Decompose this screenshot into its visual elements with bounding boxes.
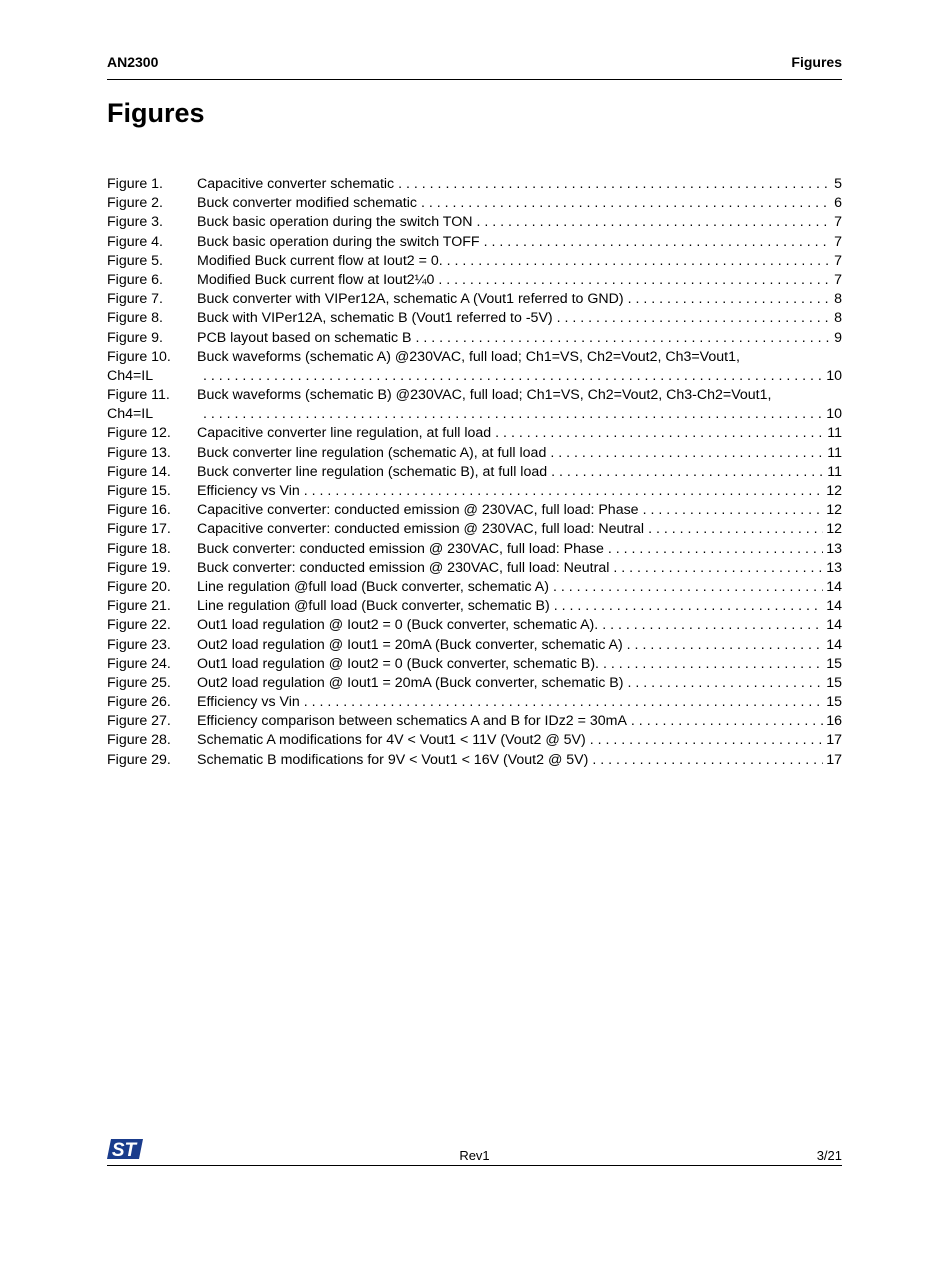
figure-number: Figure 7. (107, 291, 163, 308)
figure-number: Figure 29. (107, 751, 171, 768)
figure-page: 5 (834, 176, 842, 192)
figure-number: Figure 10. (107, 348, 171, 365)
figure-number: Figure 24. (107, 655, 171, 672)
figure-number: Figure 8. (107, 310, 163, 327)
figure-caption: Buck converter modified schematic (197, 194, 421, 213)
figure-entry[interactable] (107, 424, 842, 443)
figure-page: 15 (826, 655, 842, 672)
figure-number: Figure 9. (107, 329, 163, 346)
figure-page: 11 (827, 425, 842, 442)
leader-dots (590, 731, 823, 750)
figure-caption: PCB layout based on schematic B (197, 329, 416, 348)
figure-entry[interactable] (107, 731, 842, 750)
doc-id: AN2300 (107, 54, 159, 70)
leader-dots (203, 367, 823, 386)
figure-number: Figure 20. (107, 578, 171, 595)
figure-caption: Schematic A modifications for 4V < Vout1 < 11V (Vout2 @ 5V) (197, 731, 590, 750)
figure-page: 17 (826, 751, 842, 768)
leader-dots (602, 616, 823, 635)
figure-caption: Out1 load regulation @ Iout2 = 0 (Buck converter, schematic A). (197, 616, 602, 635)
leader-dots (553, 578, 823, 597)
figure-number: Figure 16. (107, 502, 171, 519)
figure-page: 15 (826, 674, 842, 691)
figure-caption: Buck converter line regulation (schematic A), at full load (197, 444, 550, 463)
figure-number: Figure 6. (107, 271, 163, 288)
figure-number: Figure 3. (107, 214, 163, 231)
figure-entry[interactable] (107, 597, 842, 616)
figure-caption: Buck converter: conducted emission @ 230VAC, full load: Neutral (197, 559, 613, 578)
figure-entry[interactable] (107, 751, 842, 770)
leader-dots (304, 693, 823, 712)
figure-entry[interactable] (107, 213, 842, 232)
figure-number: Figure 22. (107, 617, 171, 634)
figure-number: Figure 12. (107, 425, 171, 442)
figure-page: 8 (834, 291, 842, 308)
figure-number: Figure 25. (107, 674, 171, 691)
figure-caption: Efficiency comparison between schematics A and B for IDz2 = 30mA (197, 712, 631, 731)
figure-entry[interactable] (107, 616, 842, 635)
figure-caption: Buck converter line regulation (schematic B), at full load (197, 463, 551, 482)
figure-caption: Buck with VIPer12A, schematic B (Vout1 referred to -5V) (197, 309, 557, 328)
figure-entry[interactable] (107, 693, 842, 712)
figure-number: Figure 26. (107, 694, 171, 711)
figure-page: 14 (826, 617, 842, 634)
figure-entry[interactable] (107, 252, 842, 271)
figure-caption: Capacitive converter schematic (197, 175, 398, 194)
figure-entry[interactable] (107, 386, 842, 424)
figure-number: Figure 11. (107, 387, 170, 404)
page-header (107, 54, 842, 74)
figure-page: 15 (826, 694, 842, 711)
figure-entry[interactable] (107, 233, 842, 252)
leader-dots (557, 309, 831, 328)
figure-page: 13 (826, 559, 842, 576)
figure-entry[interactable] (107, 578, 842, 597)
figure-number: Figure 15. (107, 483, 171, 499)
leader-dots (608, 540, 823, 559)
page-footer (107, 1140, 842, 1165)
figure-entry[interactable] (107, 712, 842, 731)
figure-page: 8 (834, 310, 842, 327)
figure-number: Figure 4. (107, 233, 163, 250)
figure-caption: Efficiency vs Vin (197, 482, 304, 501)
leader-dots (592, 751, 823, 770)
figure-caption: Buck waveforms (schematic B) @230VAC, full load; Ch1=VS, Ch2=Vout2, Ch3-Ch2=Vout1, (197, 386, 775, 405)
figure-number: Figure 17. (107, 521, 171, 538)
figure-page: 12 (826, 502, 842, 519)
leader-dots (477, 213, 832, 232)
leader-dots (554, 597, 824, 616)
figure-caption: Out2 load regulation @ Iout1 = 20mA (Buck converter, schematic B) (197, 674, 627, 693)
figure-number: Figure 23. (107, 636, 171, 653)
leader-dots (643, 501, 824, 520)
figure-number: Figure 1. (107, 176, 163, 192)
figure-entry[interactable] (107, 444, 842, 463)
figure-entry[interactable] (107, 636, 842, 655)
figure-entry[interactable] (107, 194, 842, 213)
leader-dots (627, 636, 824, 655)
figure-caption: Buck basic operation during the switch TON (197, 213, 477, 232)
leader-dots (551, 463, 824, 482)
figure-entry[interactable] (107, 559, 842, 578)
figure-caption: Modified Buck current flow at Iout2¼0 (197, 271, 438, 290)
revision-label: Rev1 (459, 1148, 490, 1163)
figure-number: Figure 27. (107, 713, 171, 730)
figure-page: 11 (827, 463, 842, 480)
figure-caption: Buck converter with VIPer12A, schematic A (Vout1 referred to GND) (197, 290, 628, 309)
figure-entry[interactable] (107, 348, 842, 386)
figure-caption: Capacitive converter: conducted emission @ 230VAC, full load: Phase (197, 501, 643, 520)
figure-number: Figure 21. (107, 598, 171, 615)
leader-dots (603, 655, 823, 674)
figure-page: 14 (826, 636, 842, 653)
figure-page: 7 (834, 252, 842, 269)
figure-number: Figure 2. (107, 195, 163, 212)
figure-page: 9 (834, 329, 842, 346)
leader-dots (484, 233, 832, 252)
figure-page: 10 (826, 367, 842, 384)
figure-caption-continued: Ch4=IL (107, 367, 154, 384)
figure-entry[interactable] (107, 674, 842, 693)
figure-entry[interactable] (107, 175, 842, 194)
figure-caption: Out2 load regulation @ Iout1 = 20mA (Buck converter, schematic A) (197, 636, 627, 655)
figure-caption: Schematic B modifications for 9V < Vout1 < 16V (Vout2 @ 5V) (197, 751, 592, 770)
figure-caption: Buck converter: conducted emission @ 230VAC, full load: Phase (197, 540, 608, 559)
leader-dots (495, 424, 824, 443)
leader-dots (648, 520, 823, 539)
figure-entry[interactable] (107, 520, 842, 539)
figure-page: 7 (834, 233, 842, 250)
page-number: 3/21 (816, 1148, 842, 1163)
leader-dots (304, 482, 823, 501)
figure-entry[interactable] (107, 329, 842, 348)
figure-number: Figure 19. (107, 559, 171, 576)
header-divider (107, 79, 842, 80)
figure-entry[interactable] (107, 482, 842, 501)
leader-dots (613, 559, 823, 578)
figure-caption: Buck waveforms (schematic A) @230VAC, full load; Ch1=VS, Ch2=Vout2, Ch3=Vout1, (197, 348, 744, 367)
leader-dots (550, 444, 824, 463)
figure-page: 14 (826, 598, 842, 615)
figure-page: 7 (834, 271, 842, 288)
figure-number: Figure 18. (107, 540, 171, 557)
page-title: Figures (107, 98, 205, 128)
figure-page: 12 (826, 483, 842, 499)
figure-page: 14 (826, 578, 842, 595)
figure-number: Figure 28. (107, 732, 171, 749)
figure-caption: Line regulation @full load (Buck converter, schematic A) (197, 578, 553, 597)
figure-entry[interactable] (107, 290, 842, 309)
figure-page: 17 (826, 732, 842, 749)
figure-page: 11 (827, 444, 842, 461)
figure-entry[interactable] (107, 501, 842, 520)
figure-entry[interactable] (107, 655, 842, 674)
figure-page: 6 (834, 195, 842, 212)
leader-dots (447, 252, 831, 271)
leader-dots (398, 175, 831, 194)
leader-dots (416, 329, 832, 348)
figure-caption: Modified Buck current flow at Iout2 = 0. (197, 252, 447, 271)
figure-caption: Buck basic operation during the switch TOFF (197, 233, 484, 252)
figure-page: 13 (826, 540, 842, 557)
figure-page: 10 (826, 406, 842, 423)
figure-caption: Capacitive converter: conducted emission @ 230VAC, full load: Neutral (197, 520, 648, 539)
figure-entry[interactable] (107, 540, 842, 559)
figure-entry[interactable] (107, 463, 842, 482)
footer-divider (107, 1165, 842, 1166)
figure-page: 7 (834, 214, 842, 231)
leader-dots (628, 290, 832, 309)
figure-page: 12 (826, 521, 842, 538)
leader-dots (203, 405, 823, 424)
leader-dots (627, 674, 823, 693)
figure-number: Figure 5. (107, 252, 163, 269)
section-name: Figures (791, 54, 842, 70)
leader-dots (631, 712, 823, 731)
figure-caption: Capacitive converter line regulation, at full load (197, 424, 495, 443)
figure-number: Figure 14. (107, 463, 171, 480)
figure-caption: Efficiency vs Vin (197, 693, 304, 712)
figure-caption: Line regulation @full load (Buck converter, schematic B) (197, 597, 554, 616)
figure-number: Figure 13. (107, 444, 171, 461)
figure-page: 16 (826, 713, 842, 730)
svg-text:ST: ST (111, 1140, 137, 1161)
leader-dots (421, 194, 831, 213)
figure-entry[interactable] (107, 309, 842, 328)
figure-caption-continued: Ch4=IL (107, 406, 154, 423)
figure-list (107, 175, 842, 770)
leader-dots (438, 271, 831, 290)
figure-caption: Out1 load regulation @ Iout2 = 0 (Buck converter, schematic B). (197, 655, 603, 674)
figure-entry[interactable] (107, 271, 842, 290)
